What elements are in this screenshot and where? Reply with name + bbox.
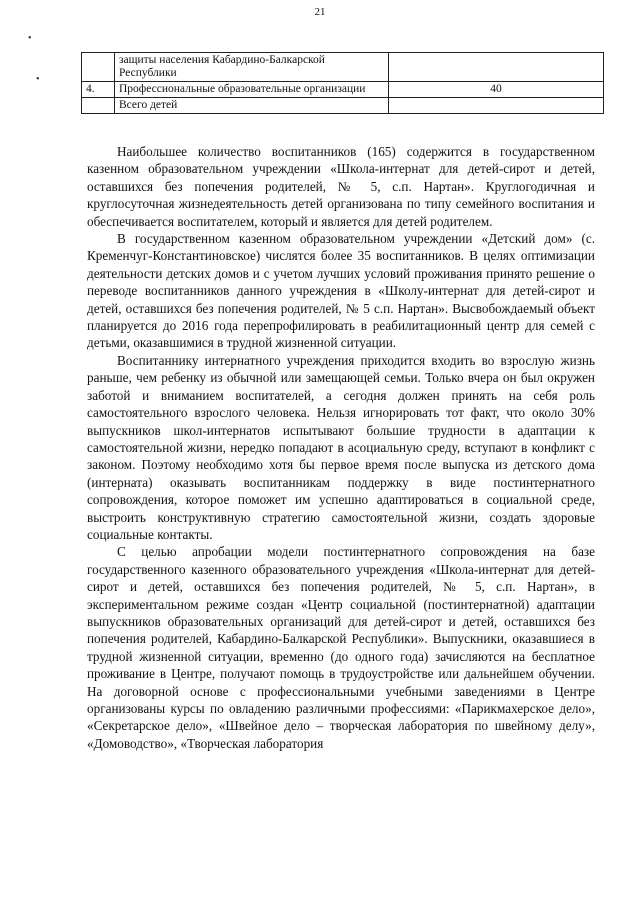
institutions-table xyxy=(81,52,604,114)
page-number: 21 xyxy=(314,6,326,18)
paragraph: Наибольшее количество воспитанников (165) содержится в государственном казенном образовательном учреждении «Школа-интернат для детей-сирот и детей, оставшихся без попечения родителей, № 5, с.п. Нартан». Круглогодичная и круглосуточная жизнедеятельность детей организована по типу семейного воспитания и обеспечивается воспитателем, который и является для детей родителем. xyxy=(87,144,595,229)
total-label-cell: Всего детей xyxy=(115,98,389,114)
paragraph: Воспитаннику интернатного учреждения приходится входить во взрослую жизнь раньше, чем ребенку из обычной или замещающей семьи. Только вчера он был окружен заботой и вниманием воспитателей, а сегодня должен принять на себя роль самостоятельного взрослого человека. Нельзя игнорировать тот факт, что около 30% выпускников школ-интернатов испытывают большие трудности в адаптации к самостоятельной жизни, нередко попадают в асоциальную среду, вступают в конфликт с законом. Поэтому необходимо хотя бы первое время после выпуска из детского дома (интерната) оказывать воспитанникам поддержку в виде постинтернатного сопровождения, которое поможет им успешно адаптироваться в социальной среде, выстроить конструктивную стратегию самостоятельной жизни, создать здоровые социальные контакты. xyxy=(87,352,595,542)
children-count-cell xyxy=(389,98,604,114)
table-row xyxy=(82,98,604,114)
row-number-cell xyxy=(82,98,115,114)
table-row xyxy=(82,53,604,82)
institution-name-cell: защиты населения Кабардино-Балкарской Республики xyxy=(115,53,389,82)
margin-mark: • xyxy=(36,74,40,85)
paragraph: В государственном казенном образовательном учреждении «Детский дом» (с. Кременчуг-Константиновское) числятся более 35 воспитанников. В целях оптимизации деятельности детских домов и с учетом лучших условий проживания принято решение о переводе воспитанников данного учреждения в «Школу-интернат для детей-сирот и детей, оставшихся без попечения родителей, № 5 с.п. Нартан». Высвобождаемый объект планируется до 2016 года перепрофилировать в реабилитационный центр для семей с детьми, оказавшимися в трудной жизненной ситуации. xyxy=(87,231,595,351)
institution-name-cell: Профессиональные образовательные организации xyxy=(115,82,389,98)
row-number-cell: 4. xyxy=(82,82,115,98)
children-count-cell: 40 xyxy=(389,82,604,98)
document-body xyxy=(87,143,595,752)
children-count-cell xyxy=(389,53,604,82)
table-row xyxy=(82,82,604,98)
margin-mark: • xyxy=(28,33,32,44)
row-number-cell xyxy=(82,53,115,82)
paragraph: С целью апробации модели постинтернатного сопровождения на базе государственного казенного образовательного учреждения «Школа-интернат для детей-сирот и детей, оставшихся без попечения родителей, № 5, с.п. Нартан», в экспериментальном режиме создан «Центр социальной (постинтернатной) адаптации выпускников образовательных организаций для детей-сирот и детей, оставшихся без попечения родителей, Кабардино-Балкарской Республики». Выпускники, оказавшиеся в трудной жизненной ситуации, временно (до одного года) зачисляются на бесплатное проживание в Центре, получают помощь в трудоустройстве или дальнейшем обучении. На договорной основе с профессиональными учебными заведениями в Центре организованы курсы по овладению различными профессиями: «Парикмахерское дело», «Секретарское дело», «Швейное дело – творческая лаборатория по швейному делу», «Домоводство», «Творческая лаборатория xyxy=(87,544,595,751)
